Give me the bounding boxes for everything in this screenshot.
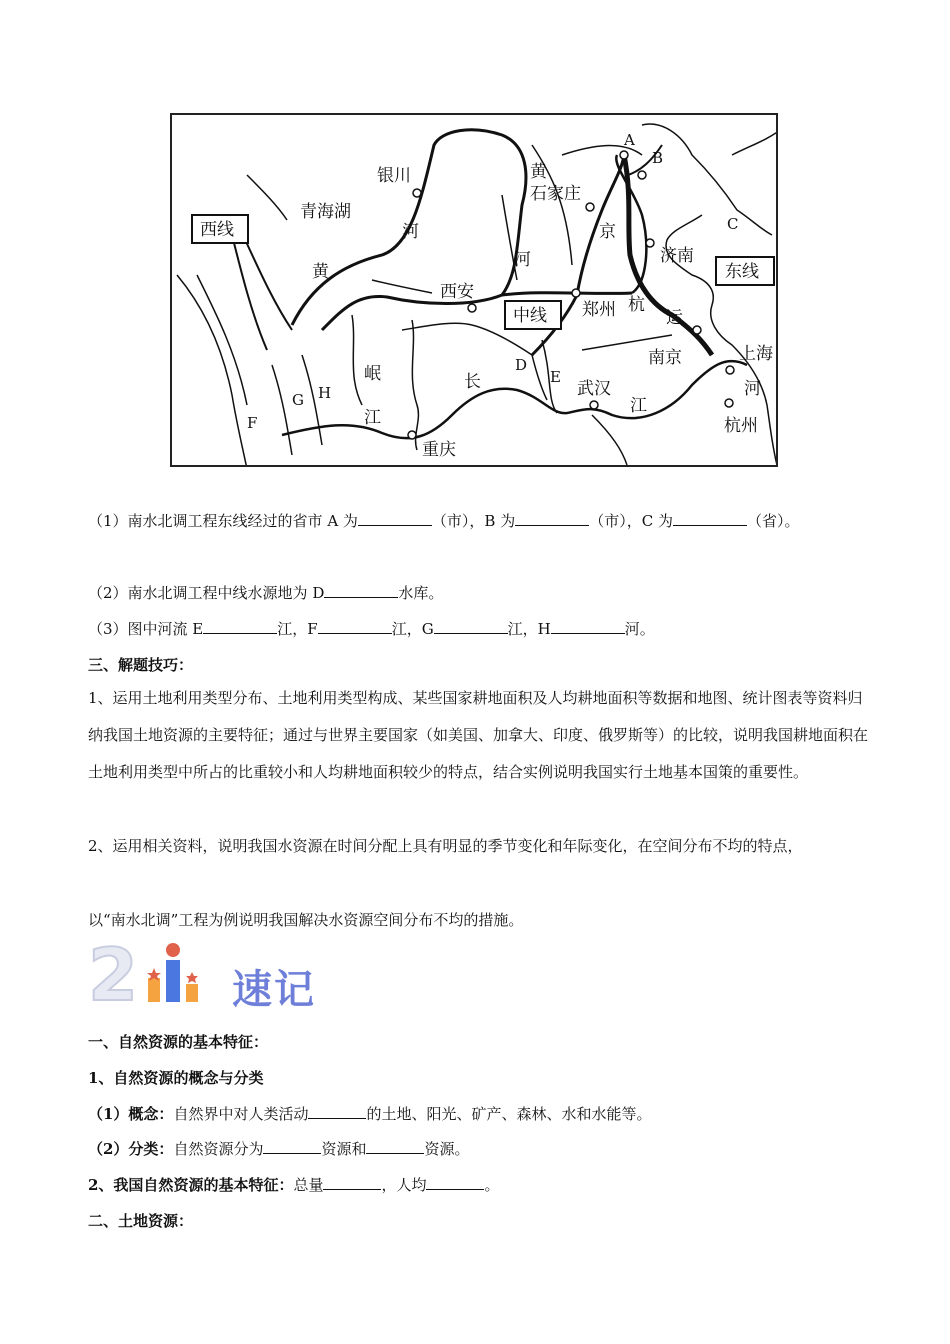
label-he-1: 河	[402, 222, 419, 242]
notes-subheading-1: 1、自然资源的概念与分类	[88, 1069, 264, 1087]
west-route-line	[232, 233, 292, 350]
q1-suffix: （省）。	[746, 512, 800, 530]
label-middle-line: 中线	[513, 306, 547, 326]
label-west-line: 西线	[200, 220, 234, 240]
map-drawing	[172, 115, 778, 467]
label-chang: 长	[464, 372, 481, 392]
features-blank-1[interactable]	[323, 1173, 381, 1190]
tips-paragraph-2: 2、运用相关资料，说明我国水资源在时间分配上具有明显的季节变化和年际变化，在空间分布不均的特点，	[88, 837, 803, 855]
label-F: F	[247, 414, 258, 432]
concept-text-post: 的土地、阳光、矿产、森林、水和水能等。	[366, 1105, 652, 1123]
question-2	[88, 581, 920, 604]
q3-suffix: 河。	[624, 620, 655, 638]
tips-paragraph-1: 1、运用土地利用类型分布、土地利用类型构成、某些国家耕地面积及人均耕地面积等数据和地图、统计图表等资料归纳我国土地资源的主要特征；通过与世界主要国家（如美国、加拿大、印度、俄罗斯等）的比较，说明我国耕地面积在土地利用类型中所占的比重较小和人均耕地面积较少的特点，结合实例说明我国实行土地基本国策的重要性。	[88, 689, 869, 781]
label-huang-1: 黄	[312, 262, 329, 282]
q1-mid1: （市），B 为	[431, 512, 516, 530]
question-1	[88, 509, 920, 532]
q3-prefix: （3）图中河流 E	[88, 620, 204, 638]
answer-blank-d[interactable]	[324, 581, 398, 598]
concept-text-pre: 自然界中对人类活动	[173, 1105, 309, 1123]
label-jinan: 济南	[660, 246, 694, 266]
label-jiang-2: 江	[630, 396, 647, 416]
label-G: G	[292, 391, 304, 409]
classification-blank-1[interactable]	[263, 1137, 321, 1154]
features-text-pre: 总量	[293, 1176, 324, 1194]
label-huang-2: 黄	[530, 162, 547, 182]
classification-blank-2[interactable]	[366, 1137, 424, 1154]
label-D: D	[515, 356, 528, 374]
question-3	[88, 617, 920, 640]
classification-line	[88, 1137, 920, 1160]
label-min: 岷	[364, 364, 381, 384]
concept-line	[88, 1102, 920, 1125]
logo-number: 2	[88, 938, 139, 1008]
q3-part1: 江，F	[277, 620, 318, 638]
answer-blank-f[interactable]	[318, 617, 392, 634]
answer-blank-a[interactable]	[358, 509, 432, 526]
label-hangzhou: 杭州	[724, 416, 758, 436]
label-yinchuan: 银川	[377, 166, 411, 186]
quick-notes-title: 速记	[232, 967, 316, 1013]
q2-suffix: 水库。	[398, 584, 444, 602]
coastline	[642, 124, 777, 465]
answer-blank-g[interactable]	[434, 617, 508, 634]
tips-paragraph-3: 以“南水北调”工程为例说明我国解决水资源空间分布不均的措施。	[88, 911, 524, 929]
features-blank-2[interactable]	[426, 1173, 484, 1190]
notes-heading-2: 二、土地资源：	[88, 1212, 194, 1230]
features-line	[88, 1173, 920, 1196]
river-diversion-map	[170, 113, 778, 467]
q2-prefix: （2）南水北调工程中线水源地为 D	[88, 584, 325, 602]
label-nanjing: 南京	[648, 348, 682, 368]
answer-blank-h[interactable]	[551, 617, 625, 634]
label-A: A	[624, 131, 635, 149]
label-jing: 京	[599, 222, 616, 242]
label-H: H	[318, 384, 332, 402]
label-he-2: 河	[514, 250, 531, 270]
features-label: 2、我国自然资源的基本特征：	[88, 1176, 294, 1194]
classification-label: （2）分类：	[88, 1140, 174, 1158]
q1-prefix: （1）南水北调工程东线经过的省市 A 为	[88, 512, 358, 530]
concept-blank[interactable]	[308, 1102, 366, 1119]
label-C: C	[727, 215, 739, 233]
label-E: E	[550, 368, 561, 386]
tips-heading: 三、解题技巧：	[88, 656, 194, 674]
label-B: B	[652, 149, 664, 167]
label-east-line: 东线	[725, 262, 759, 282]
label-zhengzhou: 郑州	[582, 300, 616, 320]
features-text-post: 。	[484, 1176, 500, 1194]
q3-part2: 江，G	[391, 620, 434, 638]
label-shijiazhuang: 石家庄	[530, 184, 581, 204]
label-chongqing: 重庆	[422, 440, 456, 460]
label-xian: 西安	[440, 282, 474, 302]
features-text-mid: ，人均	[381, 1176, 427, 1194]
answer-blank-b[interactable]	[515, 509, 589, 526]
label-qinghai-lake: 青海湖	[300, 202, 351, 222]
classification-text-mid: 资源和	[321, 1140, 367, 1158]
label-yun: 运	[666, 308, 683, 328]
q3-part3: 江，H	[507, 620, 551, 638]
answer-blank-e[interactable]	[203, 617, 277, 634]
concept-label: （1）概念：	[88, 1105, 174, 1123]
notes-heading-1: 一、自然资源的基本特征：	[88, 1033, 269, 1051]
classification-text-post: 资源。	[424, 1140, 470, 1158]
label-wuhan: 武汉	[577, 379, 611, 399]
label-he-3: 河	[744, 379, 761, 399]
q1-mid2: （市），C 为	[589, 512, 673, 530]
classification-text-pre: 自然资源分为	[173, 1140, 264, 1158]
label-shanghai: 上海	[739, 344, 773, 364]
label-hang: 杭	[628, 295, 645, 315]
label-jiang-1: 江	[364, 408, 381, 428]
answer-blank-c[interactable]	[673, 509, 747, 526]
